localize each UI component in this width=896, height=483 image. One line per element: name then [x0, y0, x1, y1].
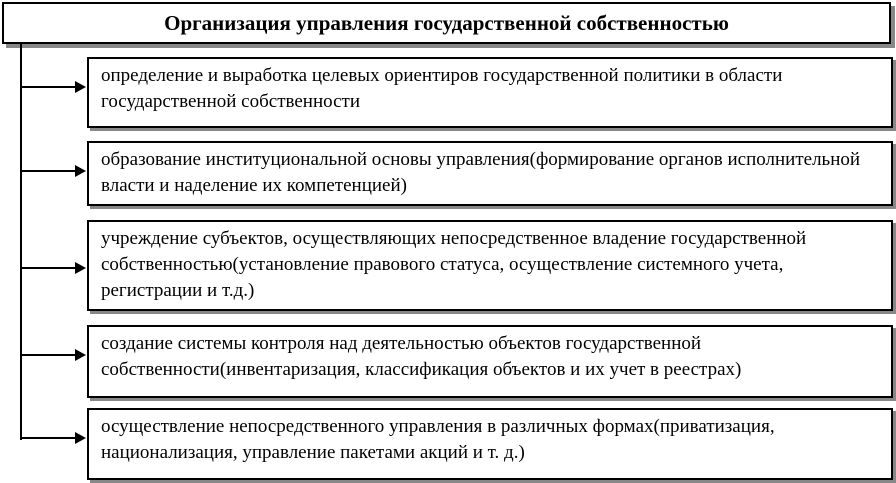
step-box-2 [87, 141, 893, 206]
step-text-3: учреждение субъектов, осуществляющих непосредственное владение государственной собственностью(установление правового статуса, осуществление системного учета, регистрации и т.д.) [101, 228, 807, 301]
diagram-title: Организация управления государственной собственностью [164, 10, 729, 35]
arrow-3 [20, 267, 84, 269]
arrow-5 [20, 437, 84, 439]
arrow-1 [20, 86, 84, 88]
step-box-3 [87, 220, 893, 311]
step-text-5: осуществление непосредственного управления в различных формах(приватизация, национализация, управление пакетами акций и т. д.) [101, 416, 775, 463]
step-box-1 [87, 57, 893, 128]
step-box-4 [87, 325, 893, 398]
step-text-2: образование институциональной основы управления(формирование органов исполнительной власти и наделение их компетенцией) [101, 149, 861, 196]
connector-spine [20, 44, 22, 440]
arrow-2 [20, 170, 84, 172]
step-text-1: определение и выработка целевых ориентиров государственной политики в области государственной собственности [101, 65, 783, 112]
step-box-5 [87, 408, 893, 480]
title-box [2, 2, 891, 44]
arrow-4 [20, 354, 84, 356]
step-text-4: создание системы контроля над деятельностью объектов государственной собственности(инвентаризация, классификация объектов и их учет в реестрах) [101, 333, 742, 380]
